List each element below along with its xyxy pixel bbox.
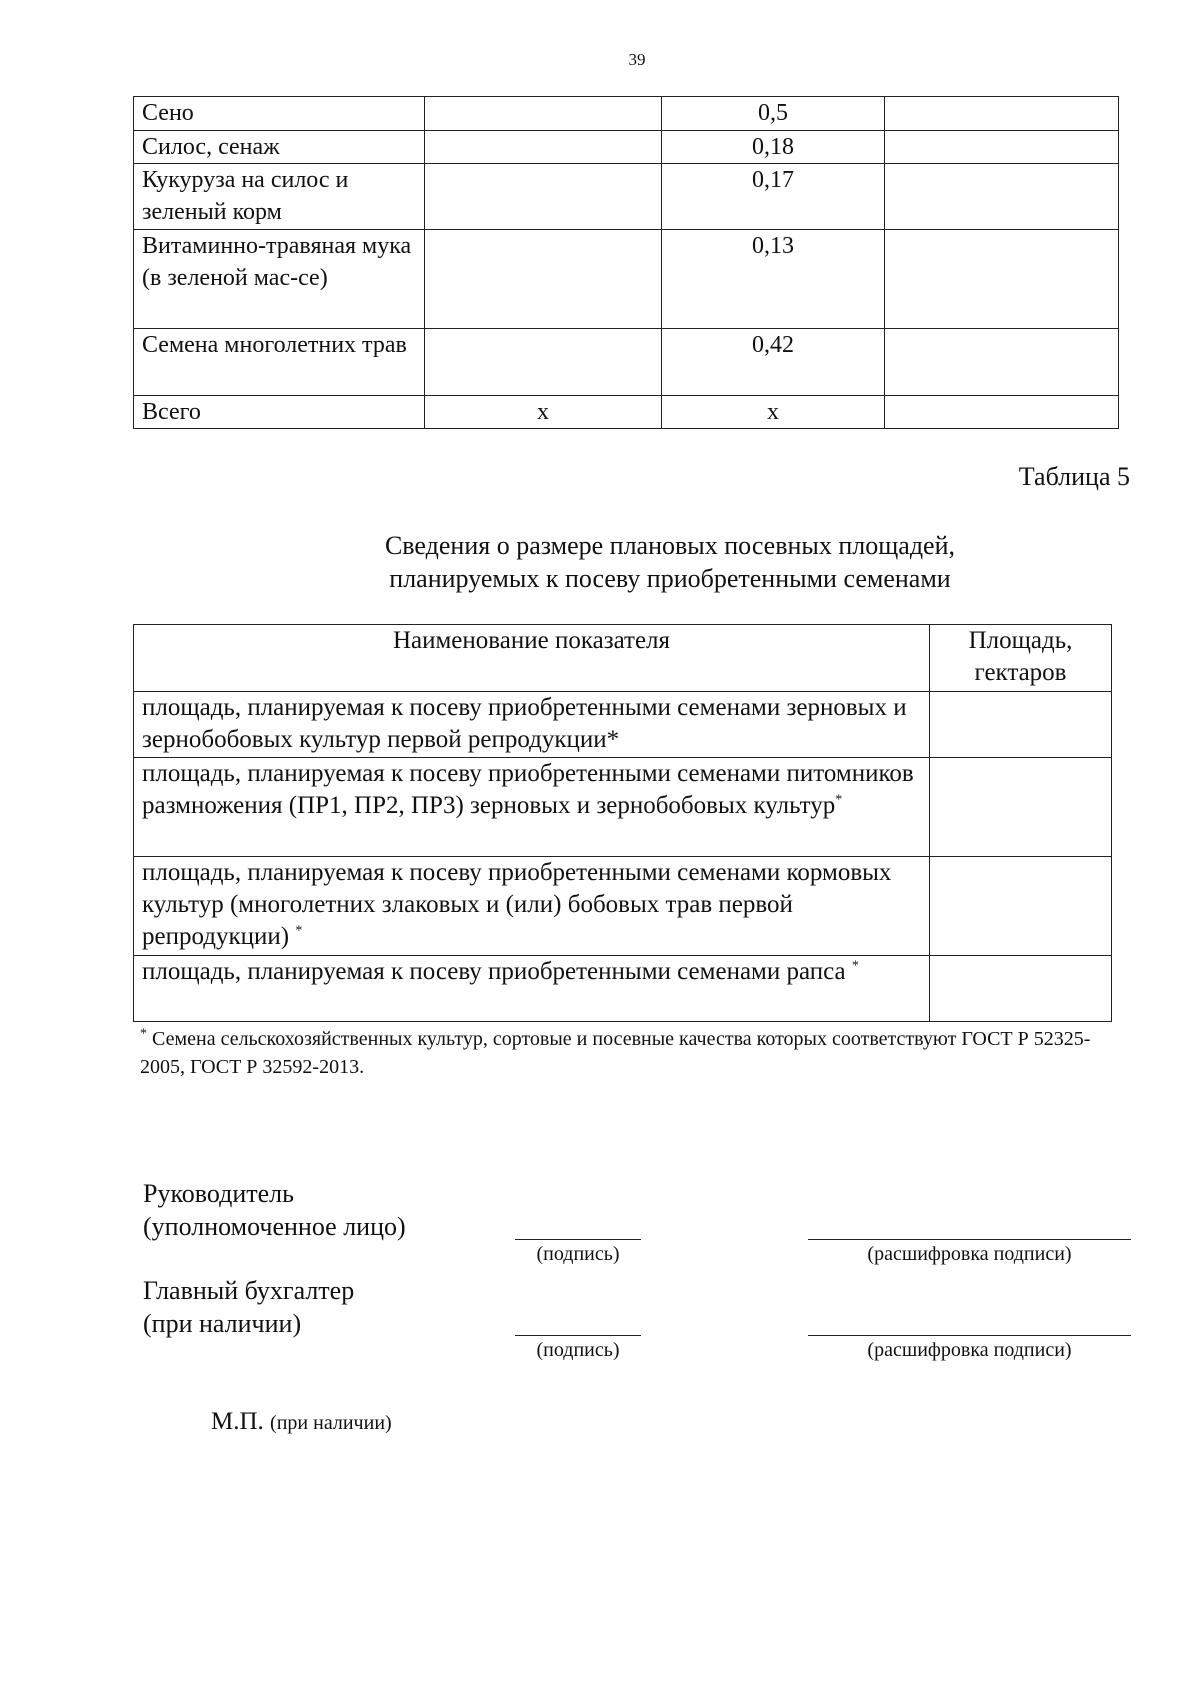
table-row <box>134 164 1119 230</box>
area-value-cell <box>930 956 1112 1022</box>
table-cell <box>885 396 1119 429</box>
signature-decode-caption: (расшифровка подписи) <box>867 1243 1072 1265</box>
signature-role-accountant <box>143 1274 354 1340</box>
table-row <box>134 956 1112 1022</box>
footnote <box>140 1025 1130 1081</box>
stamp-place <box>211 1408 392 1436</box>
footnote-mark: * <box>835 792 843 808</box>
table-cell-coefficient: 0,42 <box>662 329 885 396</box>
table-row <box>134 131 1119 164</box>
signature-caption: (подпись) <box>536 1243 620 1265</box>
signature-decode-line <box>808 1335 1131 1336</box>
table-row <box>134 692 1112 758</box>
table-cell: х <box>425 396 662 429</box>
table-title-line: планируемых к посеву приобретенными семенами <box>389 564 951 593</box>
table-label: Таблица 5 <box>1018 462 1130 491</box>
footnote-text: Семена сельскохозяйственных культур, сортовые и посевные качества которых соответствуют ГОСТ Р 52325-2005, ГОСТ Р 32592-2013. <box>140 1028 1091 1078</box>
table-cell-name: Кукуруза на силос и зеленый корм <box>134 164 425 230</box>
indicator-cell <box>134 758 930 857</box>
page-number: 39 <box>628 50 646 69</box>
table-cell <box>425 131 662 164</box>
stamp-label: М.П. <box>211 1408 264 1435</box>
footnote-mark: * <box>140 1026 147 1042</box>
table-cell-name: Семена многолетних трав <box>134 329 425 396</box>
table-cell <box>425 164 662 230</box>
role-title: Руководитель <box>143 1179 294 1208</box>
table-cell <box>885 131 1119 164</box>
table-cell <box>425 329 662 396</box>
header-indicator-name: Наименование показателя <box>134 625 930 692</box>
signature-role-head <box>143 1177 406 1243</box>
sowing-area-table <box>133 624 1112 1022</box>
role-qualifier: (при наличии) <box>143 1309 302 1338</box>
table-row <box>134 758 1112 857</box>
table-cell <box>425 230 662 329</box>
table-cell-coefficient: 0,17 <box>662 164 885 230</box>
area-value-cell <box>930 758 1112 857</box>
table-cell: х <box>662 396 885 429</box>
table-cell <box>885 329 1119 396</box>
table-cell-coefficient: 0,18 <box>662 131 885 164</box>
signature-decode-line <box>808 1239 1131 1240</box>
role-title: Главный бухгалтер <box>143 1276 355 1305</box>
indicator-text: площадь, планируемая к посеву приобретенными семенами питомников размножения (ПР1, ПР2, ПР3) зерновых и зернобобовых культур <box>142 760 914 819</box>
table-row <box>134 230 1119 329</box>
signature-caption: (подпись) <box>536 1339 620 1361</box>
role-qualifier: (уполномоченное лицо) <box>143 1212 406 1241</box>
stamp-note: (при наличии) <box>270 1412 392 1434</box>
indicator-cell <box>134 956 930 1022</box>
table-row <box>134 857 1112 956</box>
indicator-cell <box>134 857 930 956</box>
footnote-mark: * <box>295 923 303 939</box>
indicator-text: площадь, планируемая к посеву приобретенными семенами кормовых культур (многолетних злаковых и (или) бобовых трав первой репродукции) <box>142 859 892 950</box>
table-row-total <box>134 396 1119 429</box>
table-cell <box>885 97 1119 131</box>
table-cell-name: Сено <box>134 97 425 131</box>
table-cell-name: Всего <box>134 396 425 429</box>
table-cell-name: Силос, сенаж <box>134 131 425 164</box>
table-cell <box>425 97 662 131</box>
table-title-line: Сведения о размере плановых посевных площадей, <box>384 531 956 560</box>
indicator-cell <box>134 692 930 758</box>
table-cell-name: Витаминно-травяная мука (в зеленой мас-се) <box>134 230 425 329</box>
area-value-cell <box>930 692 1112 758</box>
header-area: Площадь, гектаров <box>930 625 1112 692</box>
indicator-text: площадь, планируемая к посеву приобретенными семенами рапса <box>142 958 852 985</box>
table-cell <box>885 230 1119 329</box>
table-title <box>160 529 1180 595</box>
table-header-row <box>134 625 1112 692</box>
signature-decode-caption: (расшифровка подписи) <box>867 1339 1072 1361</box>
crop-coefficients-table <box>133 96 1119 429</box>
signature-line <box>515 1335 641 1336</box>
table-row <box>134 97 1119 131</box>
indicator-text: площадь, планируемая к посеву приобретенными семенами зерновых и зернобобовых культур первой репродукции* <box>142 694 907 753</box>
signature-line <box>515 1239 641 1240</box>
table-cell <box>885 164 1119 230</box>
table-row <box>134 329 1119 396</box>
table-cell-coefficient: 0,5 <box>662 97 885 131</box>
area-value-cell <box>930 857 1112 956</box>
footnote-mark: * <box>851 958 859 974</box>
table-cell-coefficient: 0,13 <box>662 230 885 329</box>
